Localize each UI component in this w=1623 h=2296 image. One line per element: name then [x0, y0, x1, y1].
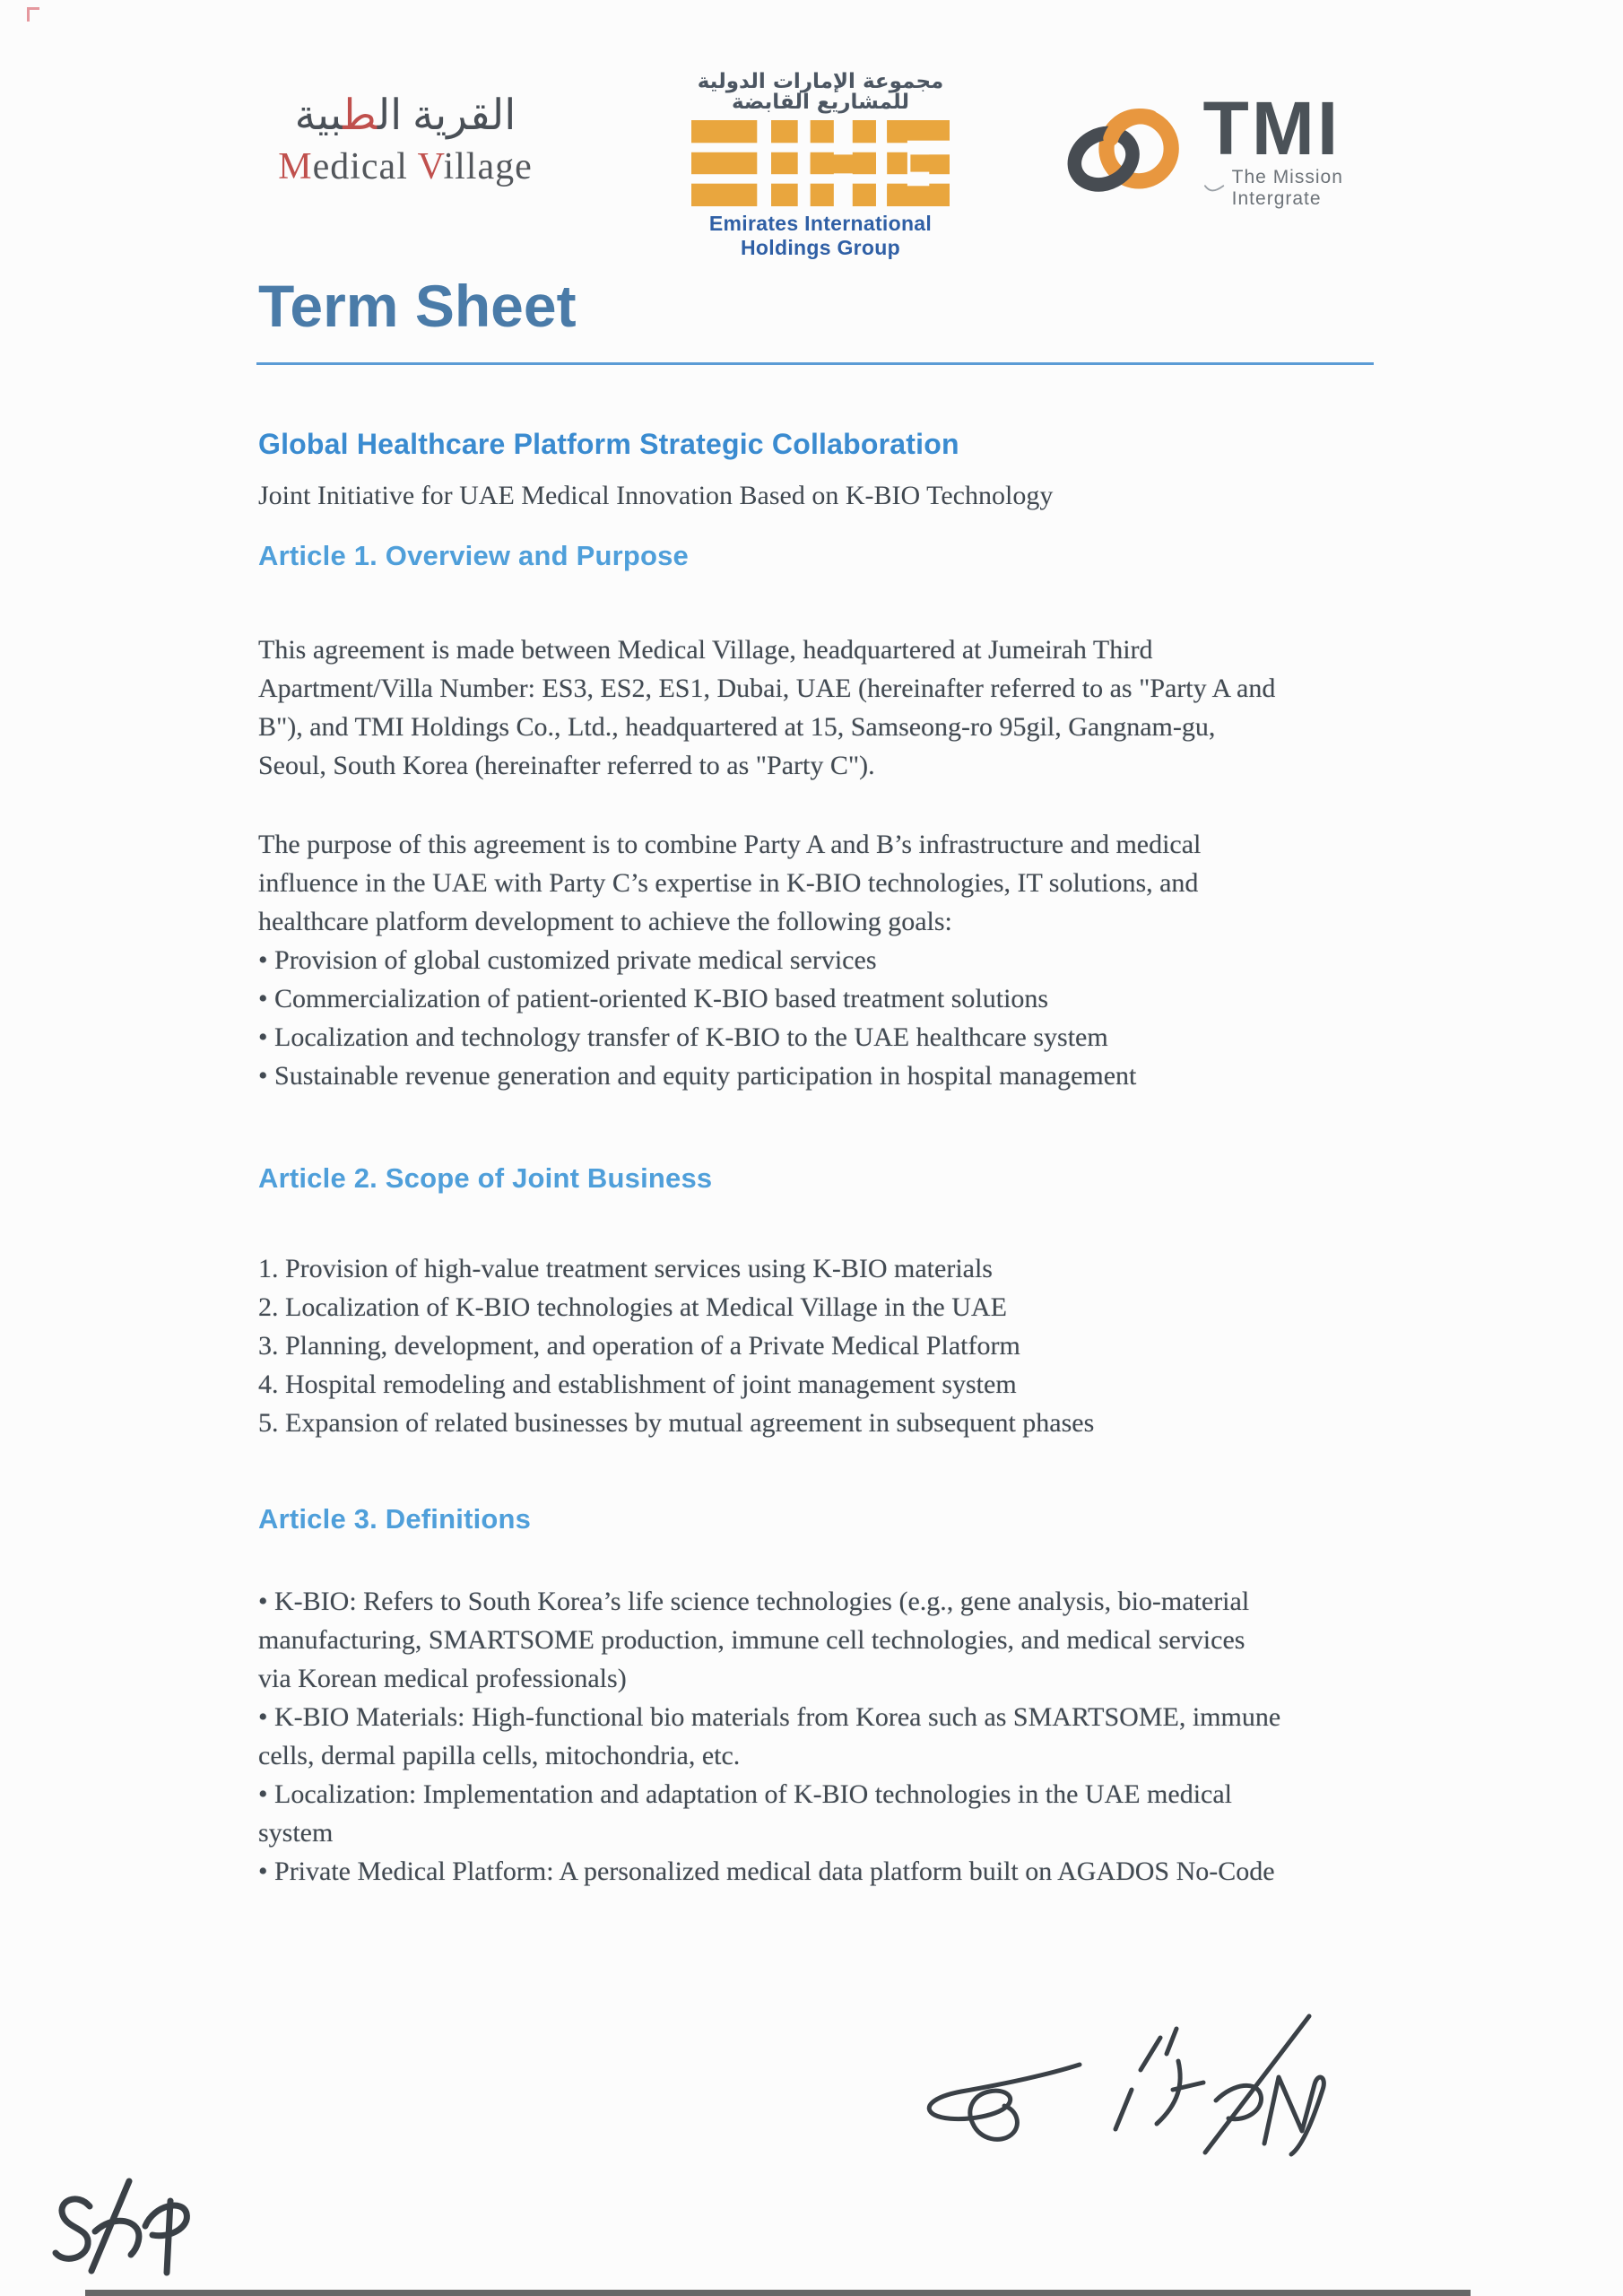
- text-line: 5. Expansion of related businesses by mutual agreement in subsequent phases: [258, 1408, 1095, 1438]
- text-line: 4. Hospital remodeling and establishment of joint management system: [258, 1370, 1017, 1399]
- medical-village-arabic: القرية الطبية: [294, 92, 516, 139]
- text-line: via Korean medical professionals): [258, 1664, 627, 1693]
- eihg-logo: [665, 72, 976, 260]
- text-line: This agreement is made between Medical Village, headquartered at Jumeirah Third: [258, 635, 1153, 665]
- tmi-rings-icon: [1065, 95, 1191, 208]
- text-line: 1. Provision of high-value treatment services using K-BIO materials: [258, 1254, 993, 1283]
- medical-village-logo: [244, 93, 567, 188]
- eihg-logo-mark-icon: [686, 120, 955, 206]
- tmi-name: TMI: [1202, 86, 1341, 170]
- scan-edge-artifact: [85, 2290, 1471, 2296]
- page-title: Term Sheet: [258, 273, 577, 339]
- text-line: cells, dermal papilla cells, mitochondria, etc.: [258, 1741, 741, 1770]
- article2-items: [258, 1249, 1433, 1442]
- eihg-arabic: مجموعة الإمارات الدولية للمشاريع القابضة: [697, 70, 944, 114]
- article2-heading: Article 2. Scope of Joint Business: [258, 1162, 713, 1194]
- text-line: healthcare platform development to achieve the following goals:: [258, 907, 952, 936]
- text-line: Apartment/Villa Number: ES3, ES2, ES1, Dubai, UAE (hereinafter referred to as "Party A and: [258, 674, 1276, 703]
- tmi-logo: [1065, 86, 1424, 210]
- medical-village-name: Medical Village: [278, 145, 533, 187]
- text-line: • Provision of global customized private medical services: [258, 945, 877, 975]
- doc-heading: Global Healthcare Platform Strategic Collaboration: [258, 428, 959, 460]
- text-line: influence in the UAE with Party C’s expertise in K-BIO technologies, IT solutions, and: [258, 868, 1199, 898]
- text-line: • Commercialization of patient-oriented K-BIO based treatment solutions: [258, 984, 1049, 1013]
- title-underline: [256, 362, 1374, 365]
- text-line: The purpose of this agreement is to combine Party A and B’s infrastructure and medical: [258, 830, 1202, 859]
- text-line: • Localization and technology transfer of K-BIO to the UAE healthcare system: [258, 1022, 1108, 1052]
- text-line: • Private Medical Platform: A personalized medical data platform built on AGADOS No-Code: [258, 1857, 1275, 1886]
- text-line: • Sustainable revenue generation and equity participation in hospital management: [258, 1061, 1137, 1091]
- text-line: • K-BIO: Refers to South Korea’s life science technologies (e.g., gene analysis, bio-material: [258, 1587, 1250, 1616]
- article3-heading: Article 3. Definitions: [258, 1503, 532, 1535]
- signature-initials: [34, 2167, 231, 2296]
- signature-handwritten: [904, 2007, 1352, 2196]
- text-line: • K-BIO Materials: High-functional bio materials from Korea such as SMARTSOME, immune: [258, 1702, 1281, 1732]
- text-line: system: [258, 1818, 334, 1848]
- tmi-swoosh-icon: [1203, 182, 1225, 195]
- tmi-tagline: The Mission Intergrate: [1231, 166, 1343, 209]
- scan-artifact-mark: [27, 7, 39, 22]
- article1-paragraph2: [258, 825, 1433, 1095]
- text-line: Seoul, South Korea (hereinafter referred to as "Party C").: [258, 751, 875, 780]
- doc-subheading: Joint Initiative for UAE Medical Innovation Based on K-BIO Technology: [258, 481, 1054, 510]
- article1-heading: Article 1. Overview and Purpose: [258, 540, 689, 571]
- article3-definitions: [258, 1582, 1433, 1891]
- text-line: 3. Planning, development, and operation of a Private Medical Platform: [258, 1331, 1020, 1361]
- article1-paragraph1: [258, 631, 1433, 785]
- text-line: • Localization: Implementation and adaptation of K-BIO technologies in the UAE medical: [258, 1779, 1233, 1809]
- text-line: 2. Localization of K-BIO technologies at Medical Village in the UAE: [258, 1292, 1007, 1322]
- text-line: B"), and TMI Holdings Co., Ltd., headquartered at 15, Samseong-ro 95gil, Gangnam-gu,: [258, 712, 1216, 742]
- text-line: manufacturing, SMARTSOME production, immune cell technologies, and medical services: [258, 1625, 1245, 1655]
- eihg-caption: Emirates International Holdings Group: [708, 212, 933, 259]
